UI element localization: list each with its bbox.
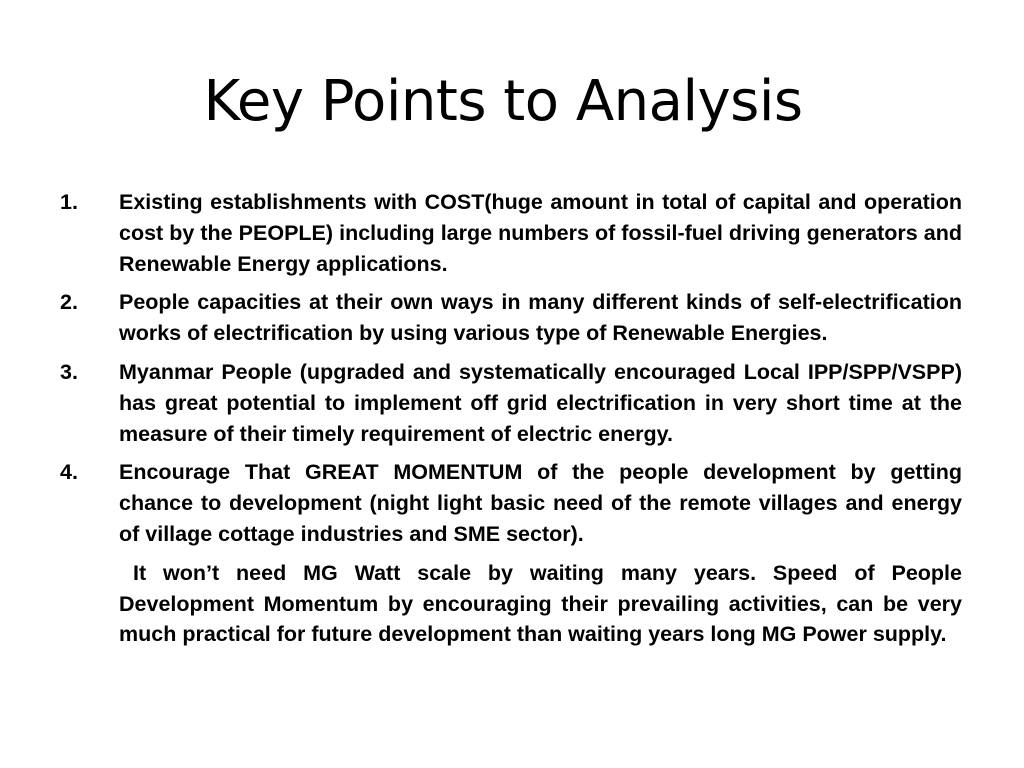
key-point-1 [60,187,962,279]
key-point-2 [60,287,962,349]
closing-note-text: It won’t need MG Watt scale by waiting many years. Speed of People Development Momentum by encouraging their prevailing activities, can be very much practical for future development than waiting years long MG Power supply. [119,560,962,647]
key-point-3 [60,357,962,449]
point-text: People capacities at their own ways in many different kinds of self-electrification works of electrification by using various type of Renewable Energies. [119,290,962,346]
point-text: Encourage That GREAT MOMENTUM of the people development by getting chance to development (night light basic need of the remote villages and energy of village cottage industries and SME sector). [119,460,962,546]
point-number: 4. [60,460,78,485]
point-text: Existing establishments with COST(huge amount in total of capital and operation cost by the PEOPLE) including large numbers of fossil-fuel driving generators and Renewable Energy applications. [119,190,962,276]
slide-title: Key Points to Analysis [203,69,803,134]
point-number: 2. [60,290,78,315]
key-point-4 [60,457,962,549]
key-points-list [60,187,962,650]
point-number: 1. [60,190,78,214]
closing-note [60,558,962,650]
point-number: 3. [60,359,78,384]
point-text: Myanmar People (upgraded and systematically encouraged Local IPP/SPP/VSPP) has great potential to implement off grid electrification in very short time at the measure of their timely requirement of electric energy. [119,359,962,446]
